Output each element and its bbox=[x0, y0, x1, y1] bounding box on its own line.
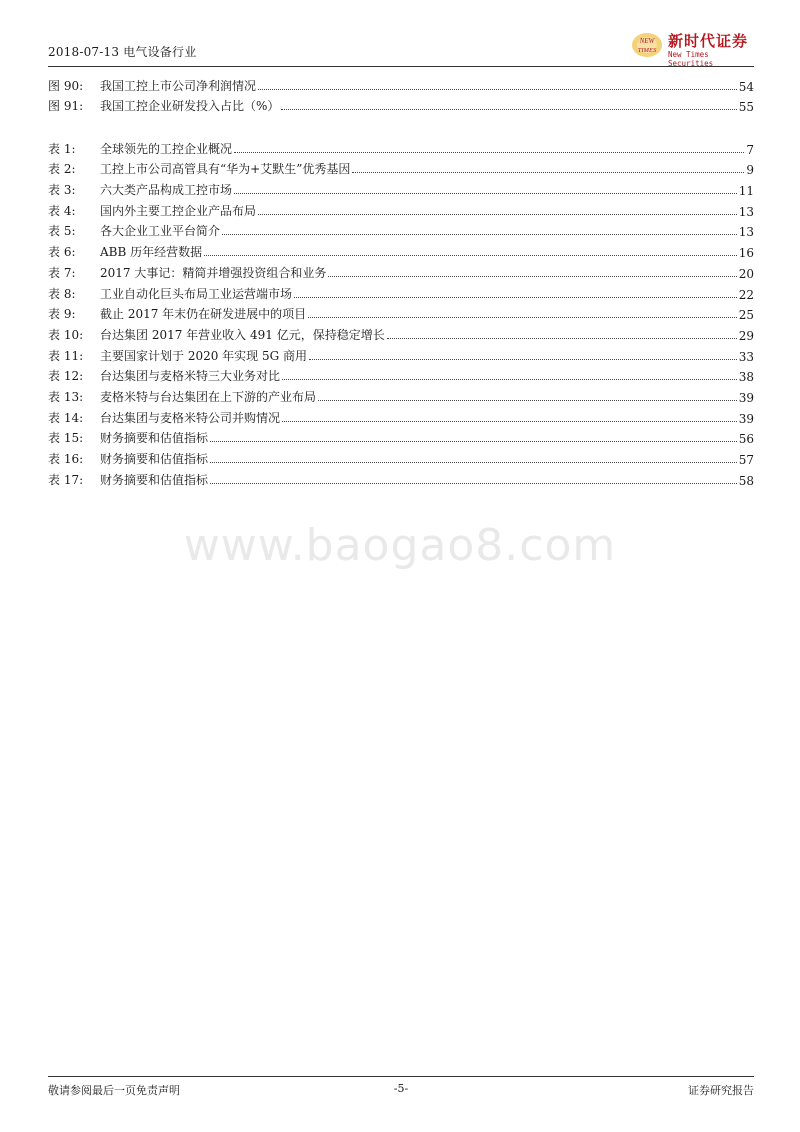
toc-leader-dots bbox=[282, 378, 737, 380]
toc-entry-page: 39 bbox=[738, 411, 754, 426]
toc-entry[interactable] bbox=[48, 302, 754, 323]
toc-entry-page: 54 bbox=[738, 79, 754, 94]
toc-entry-page: 13 bbox=[738, 225, 754, 240]
toc-entry-label: 表 8: bbox=[48, 286, 76, 301]
toc-entry-page: 56 bbox=[738, 432, 754, 447]
toc-entry[interactable] bbox=[48, 157, 754, 178]
toc-entry-title: 主要国家计划于 2020 年实现 5G 商用 bbox=[100, 348, 308, 363]
report-date-industry: 2018-07-13 电气设备行业 bbox=[48, 45, 197, 59]
toc-entry-title: 我国工控企业研发投入占比（%） bbox=[100, 99, 280, 114]
footer-report-type: 证券研究报告 bbox=[688, 1084, 754, 1097]
toc-entry-label: 表 5: bbox=[48, 224, 76, 239]
toc-entry-title: 台达集团与麦格米特公司并购情况 bbox=[100, 410, 281, 425]
toc-entry-title: 2017 大事记：精简并增强投资组合和业务 bbox=[100, 265, 327, 280]
toc-entry[interactable] bbox=[48, 177, 754, 198]
toc-entry-page: 55 bbox=[738, 100, 754, 115]
toc-entry-label: 表 1: bbox=[48, 141, 76, 156]
toc-entry-title: 财务摘要和估值指标 bbox=[100, 452, 209, 466]
toc-entry[interactable] bbox=[48, 384, 754, 405]
toc-entry-label: 表 6: bbox=[48, 245, 76, 260]
toc-entry-page: 9 bbox=[746, 163, 754, 178]
toc-leader-dots bbox=[210, 461, 737, 463]
toc-entry-label: 表 16: bbox=[48, 452, 84, 466]
toc-entry-title: 截止 2017 年末仍在研发进展中的项目 bbox=[100, 307, 307, 322]
toc-entry-page: 57 bbox=[738, 453, 754, 467]
toc-leader-dots bbox=[281, 108, 736, 110]
toc-entry-label: 表 2: bbox=[48, 162, 76, 177]
toc-entry[interactable] bbox=[48, 343, 754, 364]
toc-entry-label: 表 9: bbox=[48, 307, 76, 322]
toc-entry[interactable] bbox=[48, 405, 754, 426]
toc-entry-title: 国内外主要工控企业产品布局 bbox=[100, 203, 257, 218]
svg-text:NEW: NEW bbox=[639, 37, 655, 45]
toc-entry-title: 麦格米特与台达集团在上下游的产业布局 bbox=[100, 389, 317, 404]
page-footer bbox=[48, 1076, 754, 1099]
toc-leader-dots bbox=[318, 399, 737, 401]
toc-entry-title: ABB 历年经营数据 bbox=[100, 245, 203, 260]
toc-entry[interactable] bbox=[48, 94, 754, 115]
toc-entry[interactable] bbox=[48, 467, 754, 488]
footer-disclaimer: 敬请参阅最后一页免责声明 bbox=[48, 1084, 180, 1097]
toc-leader-dots bbox=[204, 254, 737, 256]
toc-entry-label: 表 7: bbox=[48, 265, 76, 280]
toc-leader-dots bbox=[308, 316, 737, 318]
toc-entry-title: 台达集团与麦格米特三大业务对比 bbox=[100, 369, 281, 384]
watermark: www.baogao8.com bbox=[183, 520, 617, 571]
toc-leader-dots bbox=[387, 337, 737, 339]
toc-entry-label: 表 13: bbox=[48, 389, 84, 404]
toc-entry-label: 表 11: bbox=[48, 348, 84, 363]
toc-entry-label: 表 12: bbox=[48, 369, 84, 384]
toc-entry[interactable] bbox=[48, 219, 754, 240]
toc-entry-title: 各大企业工业平台简介 bbox=[100, 224, 221, 239]
toc-leader-dots bbox=[309, 358, 737, 360]
toc-leader-dots bbox=[282, 420, 737, 422]
toc-entry-page: 11 bbox=[738, 184, 754, 199]
company-logo bbox=[630, 28, 754, 68]
toc-entry-page: 29 bbox=[738, 328, 754, 343]
toc-entry-page: 7 bbox=[746, 142, 754, 157]
toc-leader-dots bbox=[328, 275, 736, 277]
toc-leader-dots bbox=[258, 88, 737, 90]
toc-entry-label: 图 91: bbox=[48, 99, 84, 114]
toc-entry-page: 20 bbox=[738, 266, 754, 281]
logo-english-name: New Times Securities bbox=[668, 50, 714, 68]
toc-entry-label: 表 14: bbox=[48, 410, 84, 425]
toc-entry[interactable] bbox=[48, 426, 754, 447]
new-times-logo-icon bbox=[630, 30, 664, 60]
toc-entry[interactable] bbox=[48, 281, 754, 302]
table-list bbox=[48, 136, 754, 488]
toc-entry-label: 表 17: bbox=[48, 472, 84, 487]
toc-leader-dots bbox=[234, 192, 737, 194]
toc-entry-page: 38 bbox=[738, 370, 754, 385]
toc-leader-dots bbox=[234, 151, 744, 153]
toc-entry-page: 22 bbox=[738, 287, 754, 302]
toc-entry-label: 图 90: bbox=[48, 78, 84, 93]
toc-entry-title: 工业自动化巨头布局工业运营端市场 bbox=[100, 286, 293, 301]
svg-text:TIMES: TIMES bbox=[637, 47, 657, 54]
toc-entry-page: 25 bbox=[738, 308, 754, 323]
toc-entry[interactable] bbox=[48, 260, 754, 281]
toc-entry-title: 六大类产品构成工控市场 bbox=[100, 183, 233, 198]
toc-entry-title: 工控上市公司高管具有“华为+艾默生”优秀基因 bbox=[100, 162, 351, 177]
toc-leader-dots bbox=[210, 440, 737, 442]
toc-entry-page: 58 bbox=[738, 473, 754, 488]
figure-list bbox=[48, 73, 754, 114]
logo-chinese-name: 新时代证券 bbox=[668, 32, 749, 50]
toc-entry-page: 13 bbox=[738, 204, 754, 219]
toc-entry-title: 财务摘要和估值指标 bbox=[100, 431, 209, 446]
toc-entry[interactable] bbox=[48, 136, 754, 157]
page-number: -5- bbox=[393, 1082, 409, 1095]
toc-entry[interactable] bbox=[48, 446, 754, 467]
toc-entry-label: 表 4: bbox=[48, 203, 76, 218]
toc-entry-title: 我国工控上市公司净利润情况 bbox=[100, 78, 257, 93]
toc-entry[interactable] bbox=[48, 322, 754, 343]
toc-entry-title: 台达集团 2017 年营业收入 491 亿元，保持稳定增长 bbox=[100, 327, 385, 342]
toc-entry[interactable] bbox=[48, 198, 754, 219]
toc-entry-label: 表 3: bbox=[48, 183, 76, 198]
toc-entry[interactable] bbox=[48, 73, 754, 94]
toc-entry[interactable] bbox=[48, 364, 754, 385]
toc-entry[interactable] bbox=[48, 239, 754, 260]
toc-entry-label: 表 10: bbox=[48, 327, 84, 342]
page-header bbox=[48, 28, 754, 67]
toc-entry-page: 39 bbox=[738, 390, 754, 405]
toc-entry-title: 全球领先的工控企业概况 bbox=[100, 141, 233, 156]
toc-leader-dots bbox=[294, 296, 737, 298]
toc-entry-page: 33 bbox=[738, 349, 754, 364]
toc-leader-dots bbox=[352, 171, 744, 173]
toc-entry-page: 16 bbox=[738, 246, 754, 261]
toc-entry-title: 财务摘要和估值指标 bbox=[100, 472, 209, 487]
toc-leader-dots bbox=[222, 233, 737, 235]
toc-leader-dots bbox=[210, 482, 737, 484]
toc-entry-label: 表 15: bbox=[48, 431, 84, 446]
toc-leader-dots bbox=[258, 213, 737, 215]
